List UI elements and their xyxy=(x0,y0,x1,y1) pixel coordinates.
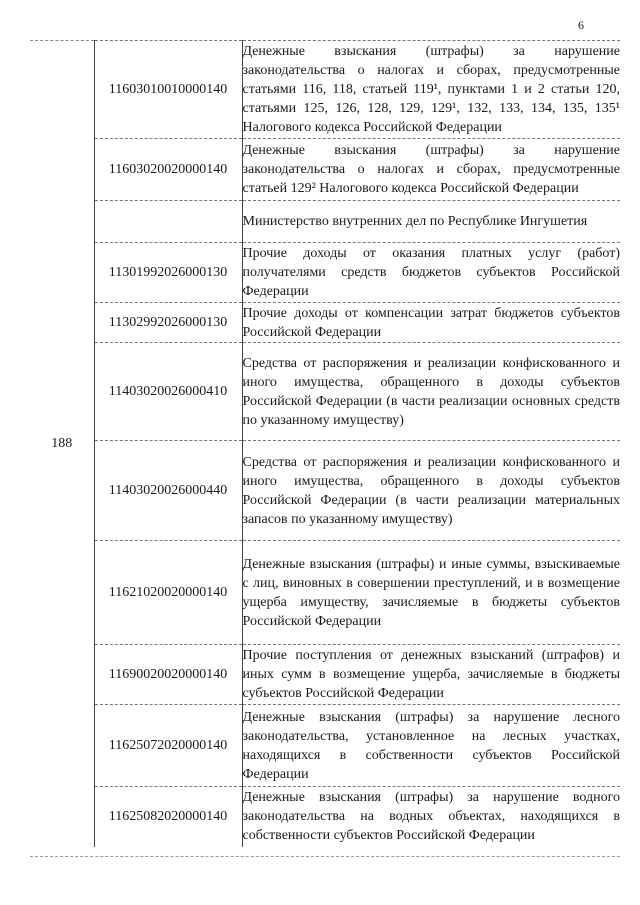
table-row xyxy=(30,41,620,139)
table-row xyxy=(30,343,620,441)
revenue-code: 11690020020000140 xyxy=(94,645,242,705)
table-row xyxy=(30,139,620,201)
admin-code-cell xyxy=(30,41,94,847)
revenue-code xyxy=(94,201,242,243)
revenue-description: Прочие доходы от оказания платных услуг (работ) получателями средств бюджетов субъектов Российской Федерации xyxy=(242,243,620,303)
table-row xyxy=(30,201,620,243)
table-row xyxy=(30,645,620,705)
revenue-code: 11302992026000130 xyxy=(94,303,242,343)
revenue-description: Денежные взыскания (штрафы) за нарушение законодательства о налогах и сборах, предусмотренные статьями 116, 118, статьей 119¹, пунктами 1 и 2 статьи 120, статьями 125, 126, 128, 129, 129¹, 132, 133, 134, 135, 135¹ Налогового кодекса Российской Федерации xyxy=(242,41,620,139)
revenue-description: Денежные взыскания (штрафы) и иные суммы, взыскиваемые с лиц, виновных в совершении преступлений, и в возмещение ущерба имуществу, зачисляемые в бюджеты субъектов Российской Федерации xyxy=(242,541,620,645)
revenue-code: 11625082020000140 xyxy=(94,787,242,847)
revenue-description: Средства от распоряжения и реализации конфискованного и иного имущества, обращенного в доходы субъектов Российской Федерации (в части реализации основных средств по указанному имуществу) xyxy=(242,343,620,441)
revenue-description: Прочие доходы от компенсации затрат бюджетов субъектов Российской Федерации xyxy=(242,303,620,343)
revenue-code: 11603020020000140 xyxy=(94,139,242,201)
revenue-description: Прочие поступления от денежных взысканий (штрафов) и иных сумм в возмещение ущерба, зачисляемые в бюджеты субъектов Российской Федерации xyxy=(242,645,620,705)
ministry-heading: Министерство внутренних дел по Республике Ингушетия xyxy=(242,201,620,243)
table-row xyxy=(30,705,620,787)
revenue-code: 11625072020000140 xyxy=(94,705,242,787)
table-row xyxy=(30,243,620,303)
revenue-description: Средства от распоряжения и реализации конфискованного и иного имущества, обращенного в доходы субъектов Российской Федерации (в части реализации материальных запасов по указанному имуществу) xyxy=(242,441,620,541)
revenue-code: 11301992026000130 xyxy=(94,243,242,303)
revenue-description: Денежные взыскания (штрафы) за нарушение лесного законодательства, установленное на лесных участках, находящихся в собственности субъектов Российской Федерации xyxy=(242,705,620,787)
revenue-code: 11603010010000140 xyxy=(94,41,242,139)
revenue-codes-table xyxy=(30,40,620,847)
revenue-code: 11621020020000140 xyxy=(94,541,242,645)
table-row xyxy=(30,303,620,343)
revenue-code: 11403020026000410 xyxy=(94,343,242,441)
admin-code: 188 xyxy=(51,435,73,451)
table-row xyxy=(30,541,620,645)
revenue-code: 11403020026000440 xyxy=(94,441,242,541)
bottom-rule xyxy=(30,856,620,857)
table-row xyxy=(30,787,620,847)
table-row xyxy=(30,441,620,541)
revenue-description: Денежные взыскания (штрафы) за нарушение законодательства о налогах и сборах, предусмотренные статьей 129² Налогового кодекса Российской Федерации xyxy=(242,139,620,201)
page-number: 6 xyxy=(578,18,584,32)
revenue-description: Денежные взыскания (штрафы) за нарушение водного законодательства на водных объектах, находящихся в собственности субъектов Российской Федерации xyxy=(242,787,620,847)
